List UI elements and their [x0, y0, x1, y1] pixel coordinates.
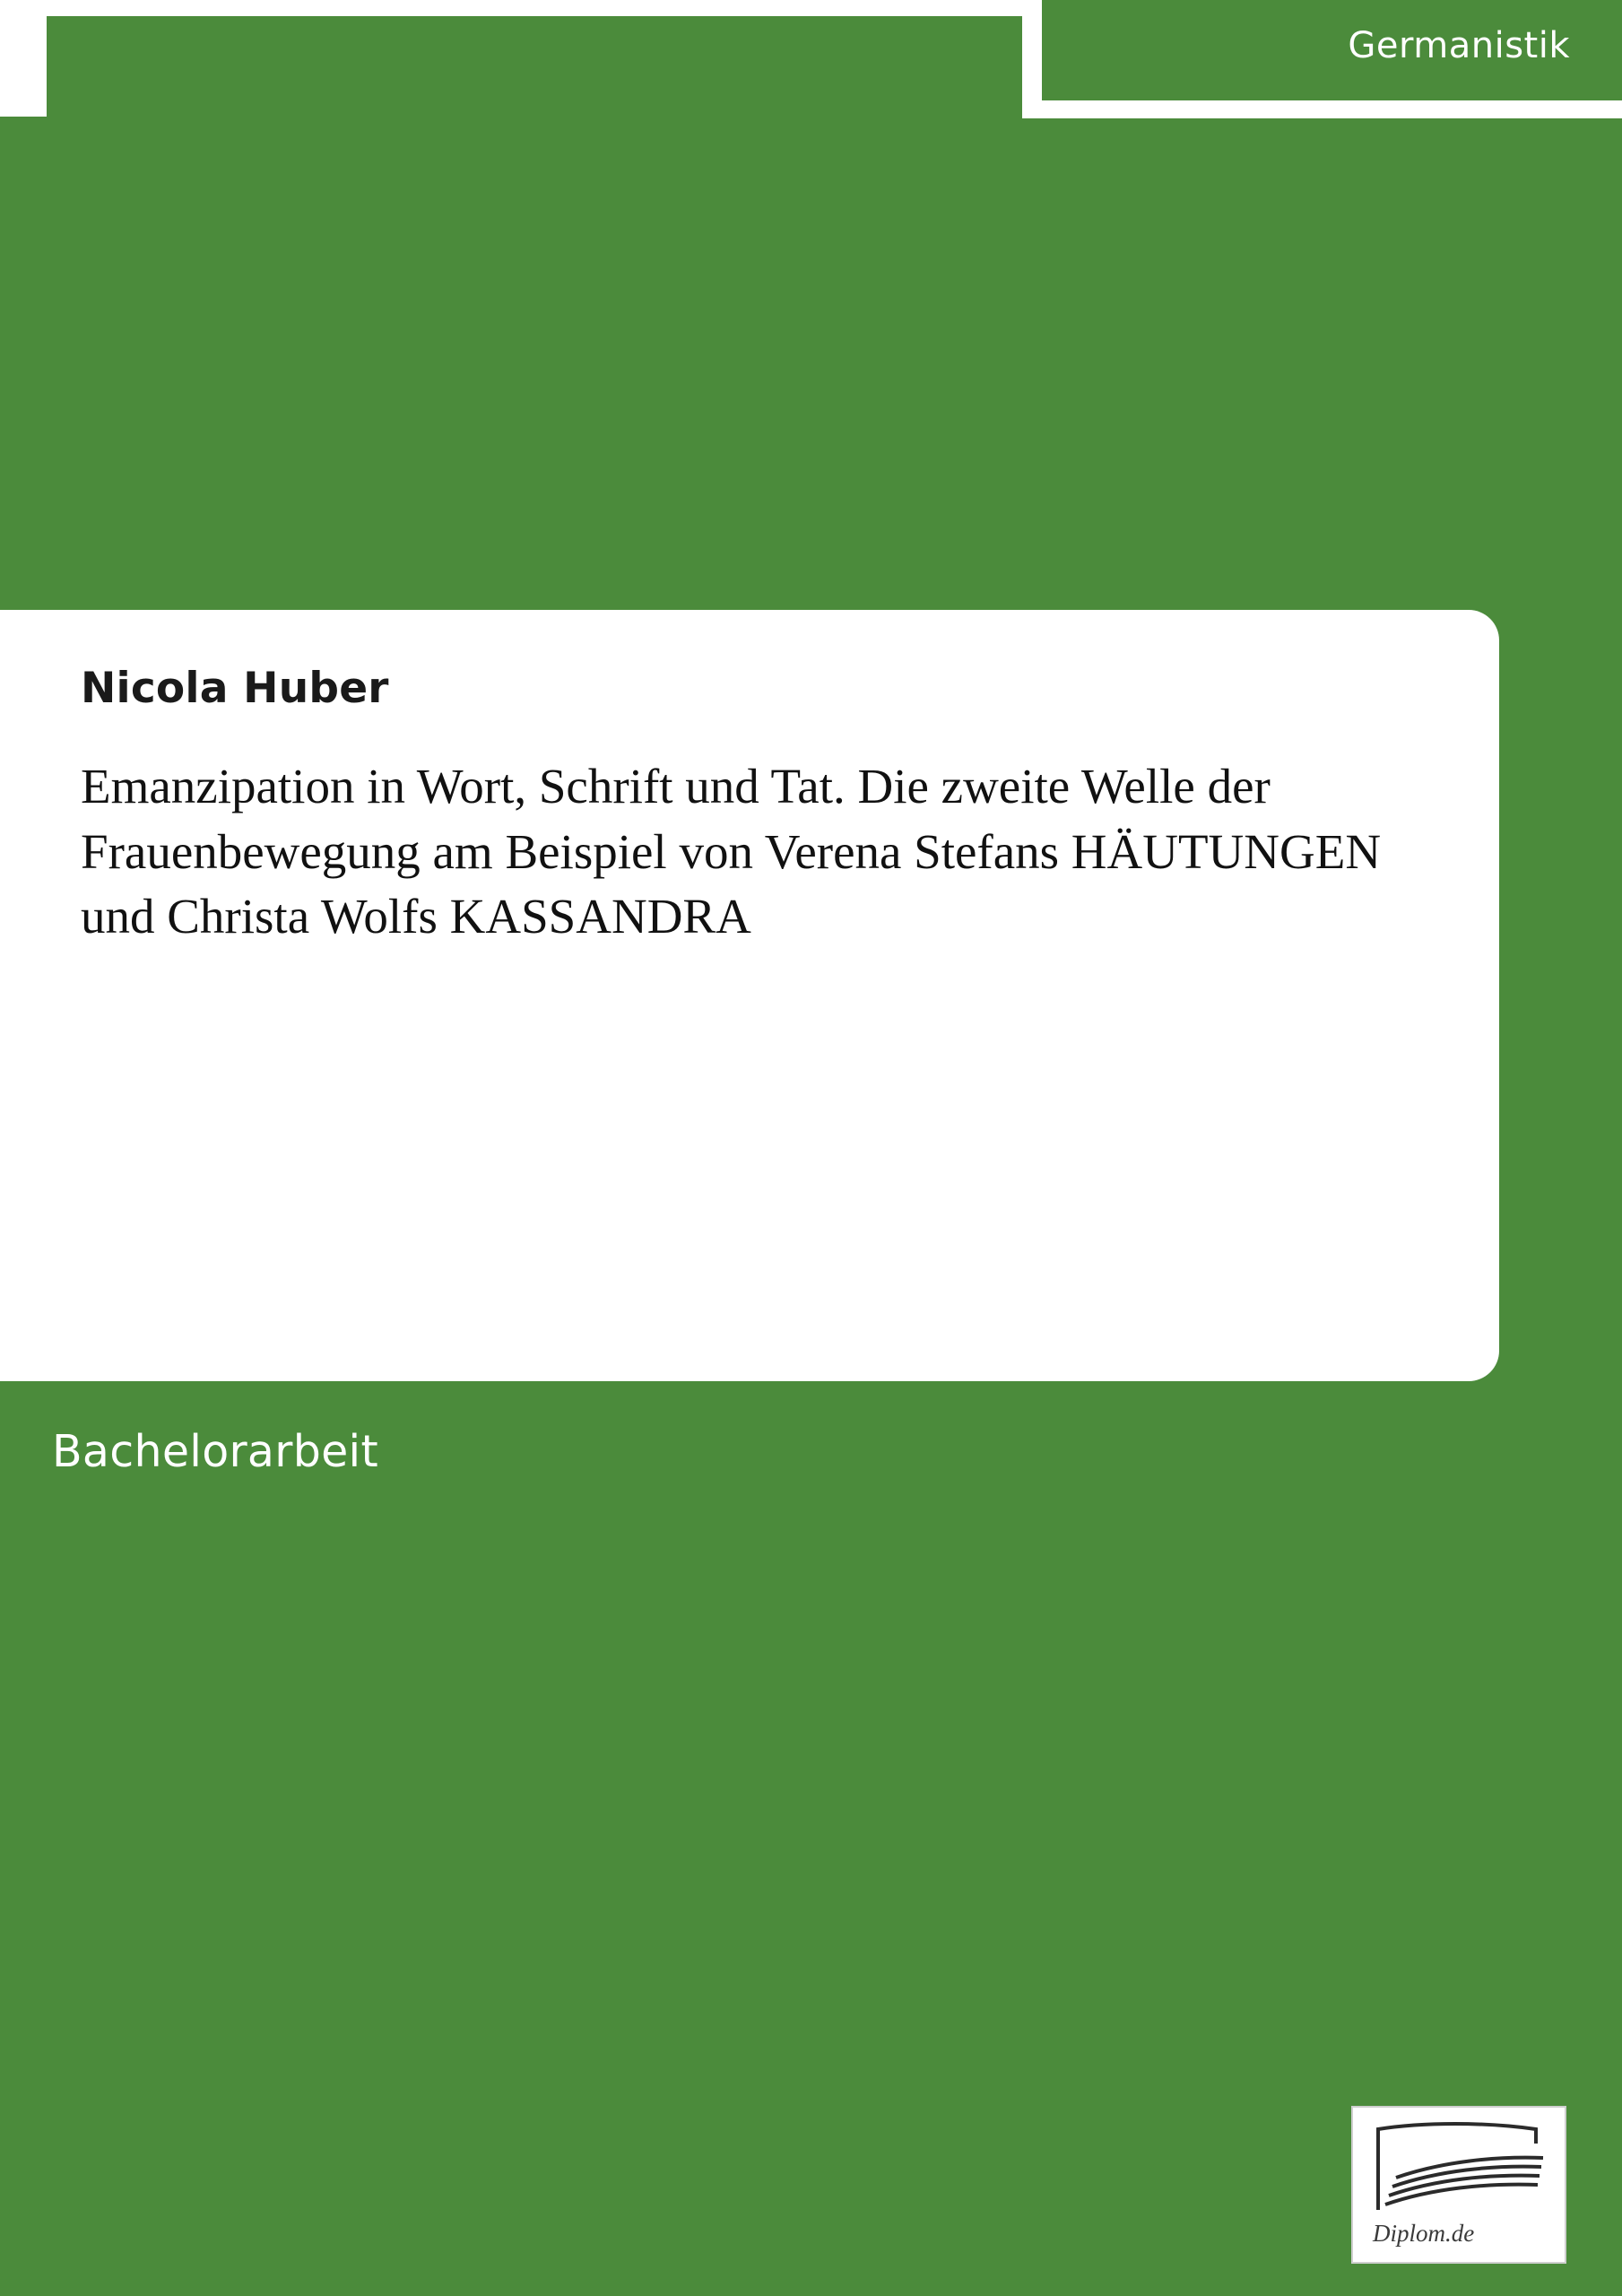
publisher-logo: [1351, 2106, 1566, 2264]
document-type-label: Bachelorarbeit: [52, 1426, 378, 1477]
cover-top-right-stripe: [1022, 100, 1622, 118]
title-card: [0, 610, 1499, 1381]
cover-corner-notch: [0, 0, 47, 117]
book-title: Emanzipation in Wort, Schrift und Tat. Die zweite Welle der Frauenbewegung am Beispiel von Verena Stefans HÄUTUNGEN und Christa Wolfs KASSANDRA: [81, 759, 1382, 944]
subject-badge: Germanistik: [1348, 25, 1570, 66]
cover-top-stripe: [0, 0, 1040, 16]
author-name: Nicola Huber: [81, 664, 389, 713]
cover-notch-divider: [1022, 0, 1042, 117]
diplom-book-icon: [1369, 2117, 1548, 2220]
publisher-name: Diplom.de: [1373, 2220, 1475, 2247]
